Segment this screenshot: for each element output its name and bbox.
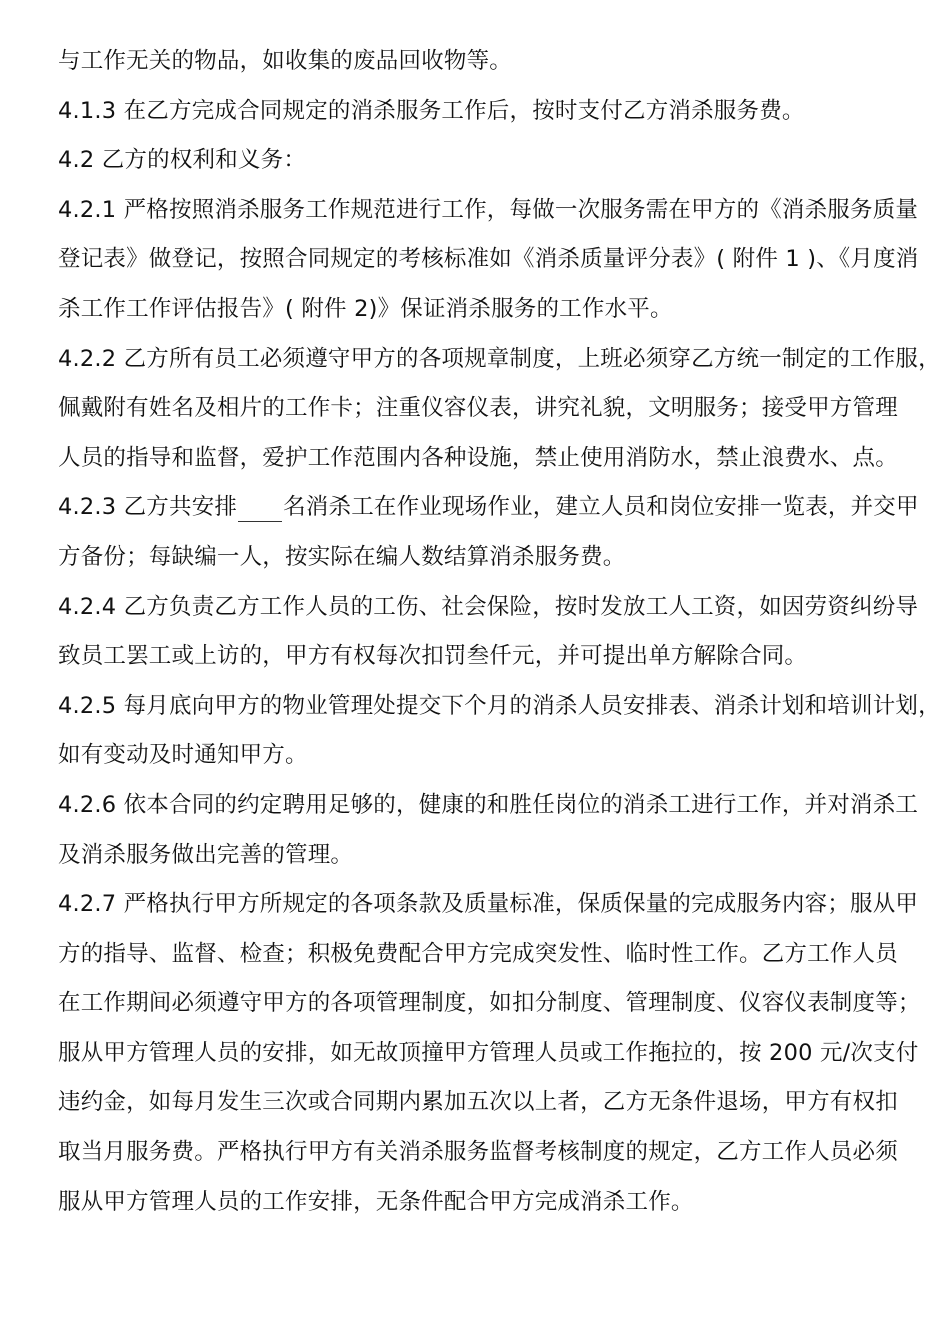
clause-4-2-3 — [58, 483, 919, 533]
section-heading-4-2: 4.2 乙方的权利和义务： — [58, 147, 307, 174]
text-line: 与工作无关的物品，如收集的废品回收物等。 — [58, 48, 513, 74]
clause-4-1-3: 4.1.3 在乙方完成合同规定的消杀服务工作后，按时支付乙方消杀服务费。 — [58, 97, 805, 124]
clause-4-2-5: 4.2.5 每月底向甲方的物业管理处提交下个月的消杀人员安排表、消杀计划和培训计划， — [58, 692, 941, 719]
clause-4-2-1: 4.2.1 严格按照消杀服务工作规范进行工作，每做一次服务需在甲方的《消杀服务质量 — [58, 196, 919, 223]
contract-text-body — [58, 37, 941, 1227]
clause-4-2-2: 4.2.2 乙方所有员工必须遵守甲方的各项规章制度，上班必须穿乙方统一制定的工作服， — [58, 345, 941, 372]
text-line: 登记表》做登记，按照合同规定的考核标准如《消杀质量评分表》( 附件 1 )、《月度消 — [58, 246, 919, 273]
text-line: 佩戴附有姓名及相片的工作卡；注重仪容仪表，讲究礼貌，文明服务；接受甲方管理 — [58, 395, 898, 422]
text-line: 杀工作工作评估报告》( 附件 2)》保证消杀服务的工作水平。 — [58, 295, 673, 322]
text-line: 方的指导、监督、检查；积极免费配合甲方完成突发性、临时性工作。乙方工作人员 — [58, 940, 898, 967]
clause-4-2-4: 4.2.4 乙方负责乙方工作人员的工伤、社会保险，按时发放工人工资，如因劳资纠纷导 — [58, 593, 919, 620]
text-line: 违约金，如每月发生三次或合同期内累加五次以上者，乙方无条件退场，甲方有权扣 — [58, 1089, 898, 1116]
fill-in-blank[interactable] — [238, 491, 282, 522]
clause-4-2-7: 4.2.7 严格执行甲方所规定的各项条款及质量标准，保质保量的完成服务内容；服从甲 — [58, 891, 919, 918]
text-line: 服从甲方管理人员的安排，如无故顶撞甲方管理人员或工作拖拉的，按 200 元/次支付 — [58, 1039, 919, 1066]
text-line: 致员工罢工或上访的，甲方有权每次扣罚叁仟元，并可提出单方解除合同。 — [58, 643, 808, 670]
clause-4-2-6: 4.2.6 依本合同的约定聘用足够的，健康的和胜任岗位的消杀工进行工作，并对消杀工 — [58, 791, 919, 818]
text-line: 方备份；每缺编一人，按实际在编人数结算消杀服务费。 — [58, 543, 626, 570]
text-line: 取当月服务费。严格执行甲方有关消杀服务监督考核制度的规定，乙方工作人员必须 — [58, 1139, 898, 1166]
text-line: 如有变动及时通知甲方。 — [58, 742, 308, 769]
clause-4-2-3-before: 4.2.3 乙方共安排 — [58, 494, 238, 521]
text-line: 人员的指导和监督，爱护工作范围内各种设施，禁止使用消防水，禁止浪费水、点。 — [58, 444, 898, 471]
text-line: 服从甲方管理人员的工作安排，无条件配合甲方完成消杀工作。 — [58, 1188, 694, 1215]
text-line: 及消杀服务做出完善的管理。 — [58, 841, 354, 868]
clause-4-2-3-after: 名消杀工在作业现场作业，建立人员和岗位安排一览表，并交甲 — [283, 494, 919, 521]
text-line: 在工作期间必须遵守甲方的各项管理制度，如扣分制度、管理制度、仪容仪表制度等； — [58, 990, 921, 1017]
